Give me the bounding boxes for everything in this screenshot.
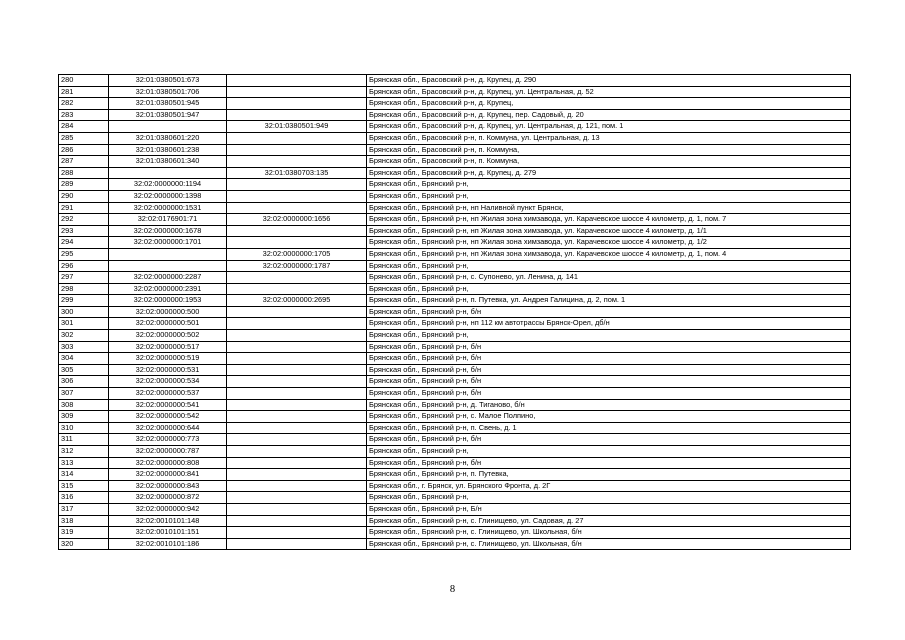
table-row [59, 237, 851, 249]
cadastral-number-cell [109, 167, 227, 179]
row-number-cell: 296 [59, 260, 109, 272]
property-register-table [58, 74, 851, 550]
table-row [59, 446, 851, 458]
cadastral-number-cell: 32:01:0380601:238 [109, 144, 227, 156]
related-cadastral-number-cell: 32:01:0380703:135 [227, 167, 367, 179]
address-cell: Брянская обл., Брянский р-н, б/н [367, 457, 851, 469]
cadastral-number-cell: 32:02:0010101:151 [109, 527, 227, 539]
row-number-cell: 288 [59, 167, 109, 179]
row-number-cell: 311 [59, 434, 109, 446]
related-cadastral-number-cell [227, 364, 367, 376]
row-number-cell: 303 [59, 341, 109, 353]
table-row [59, 283, 851, 295]
related-cadastral-number-cell [227, 422, 367, 434]
table-row [59, 248, 851, 260]
cadastral-number-cell: 32:02:0000000:1678 [109, 225, 227, 237]
table-row [59, 179, 851, 191]
table-row [59, 202, 851, 214]
related-cadastral-number-cell [227, 237, 367, 249]
related-cadastral-number-cell [227, 376, 367, 388]
table-row [59, 527, 851, 539]
address-cell: Брянская обл., Брасовский р-н, д. Крупец, д. 290 [367, 75, 851, 87]
related-cadastral-number-cell [227, 330, 367, 342]
row-number-cell: 319 [59, 527, 109, 539]
related-cadastral-number-cell: 32:02:0000000:1705 [227, 248, 367, 260]
row-number-cell: 294 [59, 237, 109, 249]
table-row [59, 260, 851, 272]
table-row [59, 411, 851, 423]
related-cadastral-number-cell [227, 399, 367, 411]
table-row [59, 480, 851, 492]
cadastral-number-cell: 32:02:0010101:148 [109, 515, 227, 527]
related-cadastral-number-cell: 32:02:0000000:1656 [227, 214, 367, 226]
address-cell: Брянская обл., г. Брянск, ул. Брянского Фронта, д. 2Г [367, 480, 851, 492]
cadastral-number-cell: 32:02:0000000:1398 [109, 190, 227, 202]
table-row [59, 109, 851, 121]
table-row [59, 190, 851, 202]
cadastral-number-cell: 32:01:0380501:947 [109, 109, 227, 121]
row-number-cell: 290 [59, 190, 109, 202]
related-cadastral-number-cell [227, 109, 367, 121]
table-row [59, 306, 851, 318]
related-cadastral-number-cell [227, 190, 367, 202]
table-row [59, 295, 851, 307]
row-number-cell: 286 [59, 144, 109, 156]
related-cadastral-number-cell [227, 538, 367, 550]
row-number-cell: 316 [59, 492, 109, 504]
cadastral-number-cell: 32:02:0000000:534 [109, 376, 227, 388]
related-cadastral-number-cell [227, 318, 367, 330]
address-cell: Брянская обл., Брасовский р-н, п. Коммуна, ул. Центральная, д. 13 [367, 132, 851, 144]
row-number-cell: 310 [59, 422, 109, 434]
cadastral-number-cell: 32:02:0000000:773 [109, 434, 227, 446]
row-number-cell: 300 [59, 306, 109, 318]
related-cadastral-number-cell [227, 225, 367, 237]
cadastral-number-cell: 32:02:0000000:872 [109, 492, 227, 504]
table-row [59, 225, 851, 237]
related-cadastral-number-cell [227, 457, 367, 469]
table-body [59, 75, 851, 550]
related-cadastral-number-cell [227, 492, 367, 504]
cadastral-number-cell: 32:01:0380501:706 [109, 86, 227, 98]
table-row [59, 353, 851, 365]
address-cell: Брянская обл., Брянский р-н, с. Малое Полпино, [367, 411, 851, 423]
address-cell: Брянская обл., Брянский р-н, Б/н [367, 503, 851, 515]
table-row [59, 399, 851, 411]
table-row [59, 515, 851, 527]
cadastral-number-cell [109, 248, 227, 260]
cadastral-number-cell: 32:02:0000000:502 [109, 330, 227, 342]
related-cadastral-number-cell [227, 144, 367, 156]
table-row [59, 121, 851, 133]
address-cell: Брянская обл., Брянский р-н, б/н [367, 364, 851, 376]
address-cell: Брянская обл., Брянский р-н, б/н [367, 388, 851, 400]
address-cell: Брянская обл., Брянский р-н, нп Жилая зона химзавода, ул. Карачевское шоссе 4 километр, д. 1, пом. 4 [367, 248, 851, 260]
address-cell: Брянская обл., Брасовский р-н, д. Крупец, [367, 98, 851, 110]
table-row [59, 422, 851, 434]
related-cadastral-number-cell [227, 179, 367, 191]
related-cadastral-number-cell [227, 388, 367, 400]
table-row [59, 457, 851, 469]
cadastral-number-cell: 32:02:0000000:531 [109, 364, 227, 376]
row-number-cell: 287 [59, 156, 109, 168]
row-number-cell: 301 [59, 318, 109, 330]
cadastral-number-cell: 32:02:0000000:1194 [109, 179, 227, 191]
table-row [59, 503, 851, 515]
address-cell: Брянская обл., Брасовский р-н, д. Крупец, д. 279 [367, 167, 851, 179]
related-cadastral-number-cell [227, 411, 367, 423]
table-row [59, 214, 851, 226]
row-number-cell: 307 [59, 388, 109, 400]
related-cadastral-number-cell [227, 306, 367, 318]
cadastral-number-cell: 32:02:0010101:186 [109, 538, 227, 550]
cadastral-number-cell: 32:02:0000000:1701 [109, 237, 227, 249]
address-cell: Брянская обл., Брянский р-н, б/н [367, 306, 851, 318]
table-row [59, 330, 851, 342]
related-cadastral-number-cell [227, 353, 367, 365]
related-cadastral-number-cell [227, 469, 367, 481]
row-number-cell: 308 [59, 399, 109, 411]
row-number-cell: 320 [59, 538, 109, 550]
cadastral-number-cell: 32:02:0000000:2391 [109, 283, 227, 295]
cadastral-number-cell: 32:01:0380601:340 [109, 156, 227, 168]
address-cell: Брянская обл., Брянский р-н, нп Жилая зона химзавода, ул. Карачевское шоссе 4 километр, д. 1/2 [367, 237, 851, 249]
address-cell: Брянская обл., Брянский р-н, п. Свень, д. 1 [367, 422, 851, 434]
table-row [59, 376, 851, 388]
cadastral-number-cell [109, 121, 227, 133]
related-cadastral-number-cell: 32:02:0000000:2695 [227, 295, 367, 307]
address-cell: Брянская обл., Брянский р-н, п. Путевка, ул. Андрея Галицина, д. 2, пом. 1 [367, 295, 851, 307]
row-number-cell: 291 [59, 202, 109, 214]
related-cadastral-number-cell [227, 446, 367, 458]
row-number-cell: 284 [59, 121, 109, 133]
table-row [59, 492, 851, 504]
address-cell: Брянская обл., Брянский р-н, с. Супонево, ул. Ленина, д. 141 [367, 272, 851, 284]
address-cell: Брянская обл., Брянский р-н, б/н [367, 376, 851, 388]
table-row [59, 364, 851, 376]
address-cell: Брянская обл., Брянский р-н, б/н [367, 341, 851, 353]
related-cadastral-number-cell [227, 86, 367, 98]
cadastral-number-cell [109, 260, 227, 272]
table-row [59, 75, 851, 87]
cadastral-number-cell: 32:01:0380501:673 [109, 75, 227, 87]
related-cadastral-number-cell: 32:02:0000000:1787 [227, 260, 367, 272]
address-cell: Брянская обл., Брянский р-н, нп Жилая зона химзавода, ул. Карачевское шоссе 4 километр, д. 1/1 [367, 225, 851, 237]
table-row [59, 272, 851, 284]
cadastral-number-cell: 32:01:0380601:220 [109, 132, 227, 144]
related-cadastral-number-cell [227, 527, 367, 539]
row-number-cell: 305 [59, 364, 109, 376]
cadastral-number-cell: 32:02:0000000:644 [109, 422, 227, 434]
related-cadastral-number-cell [227, 480, 367, 492]
row-number-cell: 283 [59, 109, 109, 121]
row-number-cell: 298 [59, 283, 109, 295]
cadastral-number-cell: 32:02:0000000:542 [109, 411, 227, 423]
related-cadastral-number-cell [227, 202, 367, 214]
cadastral-number-cell: 32:02:0000000:1531 [109, 202, 227, 214]
table-row [59, 341, 851, 353]
cadastral-number-cell: 32:02:0000000:500 [109, 306, 227, 318]
related-cadastral-number-cell [227, 272, 367, 284]
table-row [59, 434, 851, 446]
row-number-cell: 318 [59, 515, 109, 527]
address-cell: Брянская обл., Брянский р-н, [367, 179, 851, 191]
address-cell: Брянская обл., Брянский р-н, [367, 260, 851, 272]
row-number-cell: 292 [59, 214, 109, 226]
cadastral-number-cell: 32:02:0000000:942 [109, 503, 227, 515]
table-row [59, 144, 851, 156]
address-cell: Брянская обл., Брянский р-н, нп 112 км автотрассы Брянск-Орел, дб/н [367, 318, 851, 330]
cadastral-number-cell: 32:02:0000000:787 [109, 446, 227, 458]
row-number-cell: 281 [59, 86, 109, 98]
table-row [59, 132, 851, 144]
related-cadastral-number-cell [227, 98, 367, 110]
cadastral-number-cell: 32:02:0000000:501 [109, 318, 227, 330]
related-cadastral-number-cell [227, 503, 367, 515]
address-cell: Брянская обл., Брянский р-н, б/н [367, 434, 851, 446]
related-cadastral-number-cell [227, 434, 367, 446]
row-number-cell: 315 [59, 480, 109, 492]
cadastral-number-cell: 32:02:0000000:843 [109, 480, 227, 492]
cadastral-number-cell: 32:02:0000000:517 [109, 341, 227, 353]
cadastral-number-cell: 32:01:0380501:945 [109, 98, 227, 110]
row-number-cell: 289 [59, 179, 109, 191]
row-number-cell: 280 [59, 75, 109, 87]
row-number-cell: 309 [59, 411, 109, 423]
row-number-cell: 285 [59, 132, 109, 144]
related-cadastral-number-cell [227, 283, 367, 295]
address-cell: Брянская обл., Брасовский р-н, д. Крупец, ул. Центральная, д. 52 [367, 86, 851, 98]
row-number-cell: 304 [59, 353, 109, 365]
cadastral-number-cell: 32:02:0176901:71 [109, 214, 227, 226]
page-number: 8 [449, 584, 456, 595]
cadastral-number-cell: 32:02:0000000:808 [109, 457, 227, 469]
row-number-cell: 293 [59, 225, 109, 237]
table-row [59, 388, 851, 400]
address-cell: Брянская обл., Брянский р-н, [367, 446, 851, 458]
address-cell: Брянская обл., Брянский р-н, б/н [367, 353, 851, 365]
cadastral-number-cell: 32:02:0000000:2287 [109, 272, 227, 284]
row-number-cell: 314 [59, 469, 109, 481]
cadastral-number-cell: 32:02:0000000:537 [109, 388, 227, 400]
row-number-cell: 312 [59, 446, 109, 458]
row-number-cell: 306 [59, 376, 109, 388]
table-row [59, 98, 851, 110]
address-cell: Брянская обл., Брянский р-н, нп Наливной пункт Брянск, [367, 202, 851, 214]
address-cell: Брянская обл., Брянский р-н, д. Тиганово, б/н [367, 399, 851, 411]
cadastral-number-cell: 32:02:0000000:841 [109, 469, 227, 481]
related-cadastral-number-cell: 32:01:0380501:949 [227, 121, 367, 133]
related-cadastral-number-cell [227, 515, 367, 527]
address-cell: Брянская обл., Брянский р-н, нп Жилая зона химзавода, ул. Карачевское шоссе 4 километр, д. 1, пом. 7 [367, 214, 851, 226]
address-cell: Брянская обл., Брянский р-н, [367, 190, 851, 202]
table-row [59, 86, 851, 98]
address-cell: Брянская обл., Брасовский р-н, п. Коммуна, [367, 144, 851, 156]
related-cadastral-number-cell [227, 132, 367, 144]
row-number-cell: 302 [59, 330, 109, 342]
address-cell: Брянская обл., Брасовский р-н, д. Крупец, пер. Садовый, д. 20 [367, 109, 851, 121]
cadastral-number-cell: 32:02:0000000:519 [109, 353, 227, 365]
cadastral-number-cell: 32:02:0000000:1953 [109, 295, 227, 307]
cadastral-number-cell: 32:02:0000000:541 [109, 399, 227, 411]
address-cell: Брянская обл., Брянский р-н, [367, 283, 851, 295]
address-cell: Брянская обл., Брянский р-н, [367, 330, 851, 342]
address-cell: Брянская обл., Брянский р-н, [367, 492, 851, 504]
table-row [59, 167, 851, 179]
related-cadastral-number-cell [227, 156, 367, 168]
address-cell: Брянская обл., Брянский р-н, с. Глинищево, ул. Школьная, б/н [367, 527, 851, 539]
address-cell: Брянская обл., Брянский р-н, с. Глинищево, ул. Садовая, д. 27 [367, 515, 851, 527]
row-number-cell: 313 [59, 457, 109, 469]
row-number-cell: 282 [59, 98, 109, 110]
table-row [59, 156, 851, 168]
address-cell: Брянская обл., Брасовский р-н, п. Коммуна, [367, 156, 851, 168]
table-row [59, 469, 851, 481]
related-cadastral-number-cell [227, 341, 367, 353]
address-cell: Брянская обл., Брянский р-н, п. Путевка, [367, 469, 851, 481]
address-cell: Брянская обл., Брянский р-н, с. Глинищево, ул. Школьная, б/н [367, 538, 851, 550]
row-number-cell: 297 [59, 272, 109, 284]
table-row [59, 538, 851, 550]
related-cadastral-number-cell [227, 75, 367, 87]
row-number-cell: 299 [59, 295, 109, 307]
row-number-cell: 295 [59, 248, 109, 260]
row-number-cell: 317 [59, 503, 109, 515]
address-cell: Брянская обл., Брасовский р-н, д. Крупец, ул. Центральная, д. 121, пом. 1 [367, 121, 851, 133]
table-row [59, 318, 851, 330]
